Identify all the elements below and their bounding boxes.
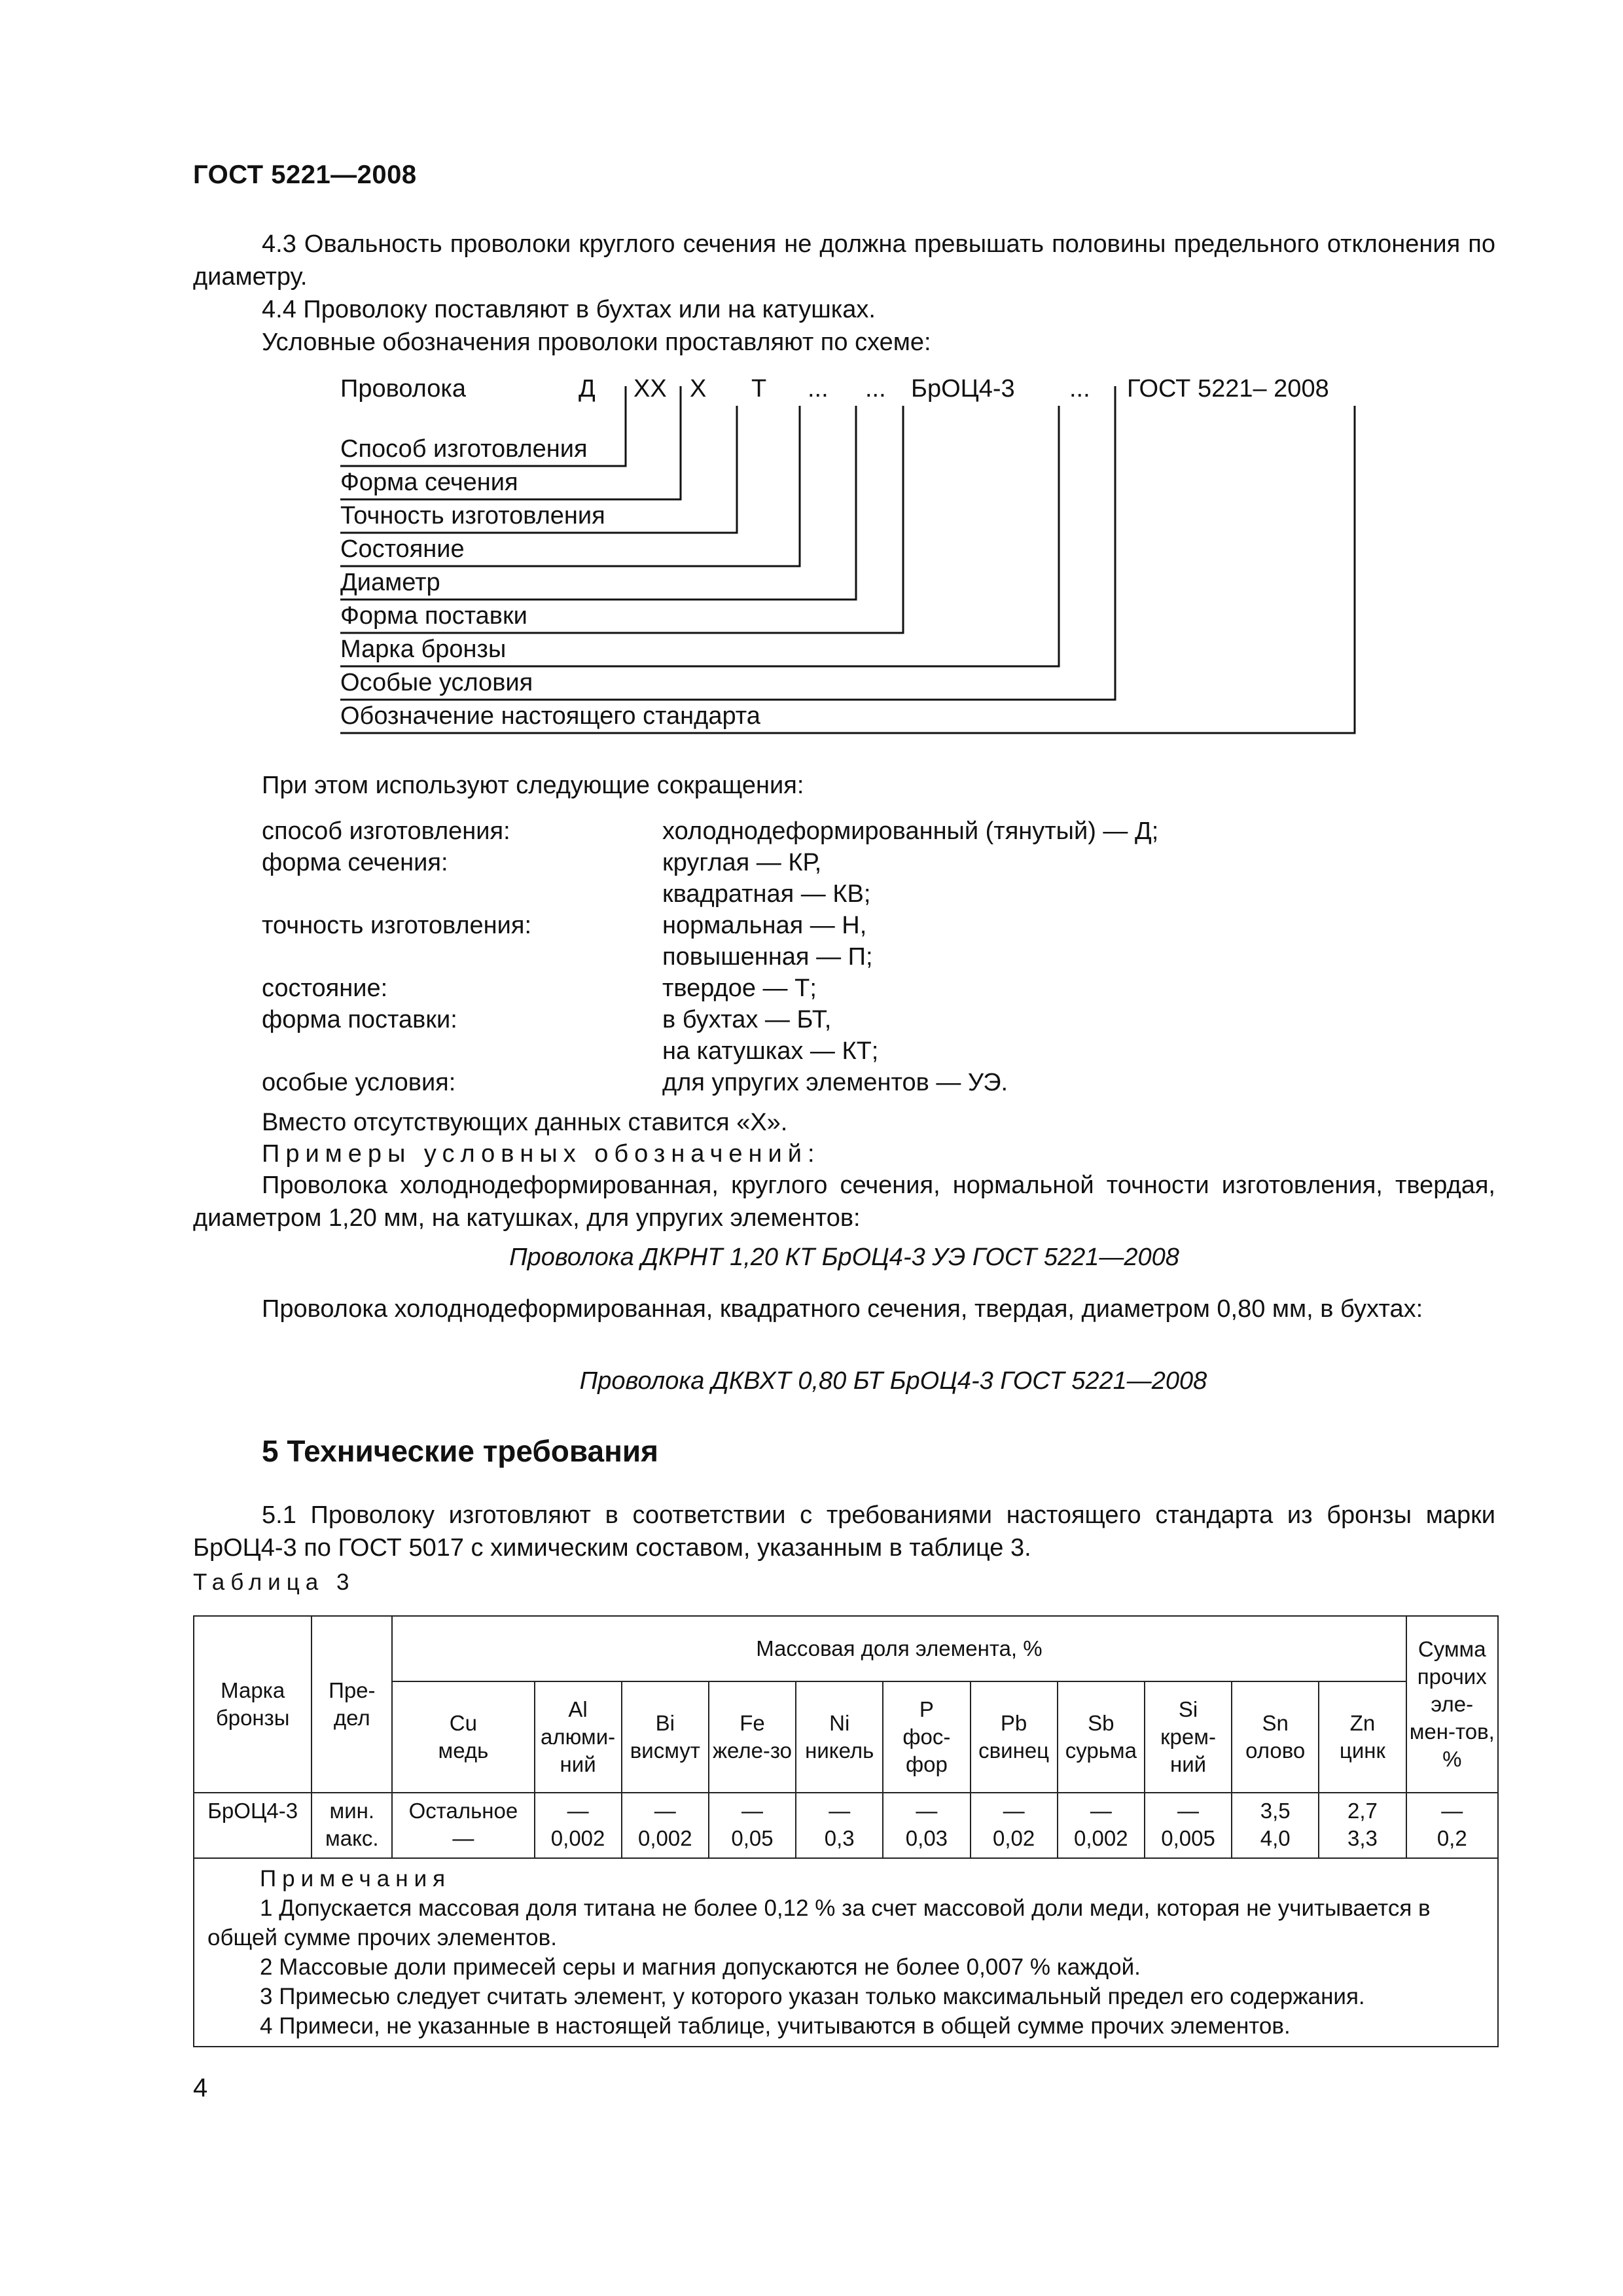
note-4: 4 Примеси, не указанные в настоящей таблице, учитываются в общей сумме прочих элементов. xyxy=(260,2013,1291,2039)
cell-p: — 0,03 xyxy=(883,1793,970,1858)
abbr-value: на катушках — КТ; xyxy=(662,1037,879,1065)
header-element-si: Si крем-ний xyxy=(1145,1681,1232,1793)
abbr-value: твердое — Т; xyxy=(662,975,817,1002)
cell-sn: 3,5 4,0 xyxy=(1232,1793,1319,1858)
cell-ni: — 0,3 xyxy=(796,1793,883,1858)
scheme-label-standard: Обозначение настоящего стандарта xyxy=(340,702,760,730)
abbr-term: особые условия: xyxy=(262,1069,456,1096)
header-element-cu: Cu медь xyxy=(392,1681,534,1793)
scheme-top-state: Т xyxy=(751,375,767,403)
scheme-label-section: Форма сечения xyxy=(340,469,518,496)
note-3: 3 Примесью следует считать элемент, у которого указан только максимальный предел его содержания. xyxy=(260,1984,1365,2009)
scheme-label-supply: Форма поставки xyxy=(340,602,527,630)
missing-data-note: Вместо отсутствующих данных ставится «Х». xyxy=(262,1109,788,1136)
cell-bi: — 0,002 xyxy=(622,1793,709,1858)
paragraph-4-3: 4.3 Овальность проволоки круглого сечения не должна превышать половины предельного отклонения по диаметру. xyxy=(193,230,1495,291)
header-element-zn: Zn цинк xyxy=(1319,1681,1406,1793)
abbr-value: квадратная — КВ; xyxy=(662,880,871,908)
example-2-code: Проволока ДКВХТ 0,80 БТ БрОЦ4-3 ГОСТ 5221—2008 xyxy=(579,1367,1207,1395)
header-element-sb: Sb сурьма xyxy=(1058,1681,1145,1793)
cell-grade: БрОЦ4-3 xyxy=(194,1793,312,1858)
cell-pb: — 0,02 xyxy=(971,1793,1058,1858)
abbr-value: нормальная — Н, xyxy=(662,912,867,939)
abbr-intro: При этом используют следующие сокращения: xyxy=(262,772,804,799)
cell-zn: 2,7 3,3 xyxy=(1319,1793,1406,1858)
scheme-top-wire: Проволока xyxy=(340,375,466,403)
cell-si: — 0,005 xyxy=(1145,1793,1232,1858)
scheme-top-accuracy: Х xyxy=(690,375,707,403)
scheme-top-method: Д xyxy=(579,375,596,403)
cell-cu: Остальное — xyxy=(392,1793,534,1858)
table-caption: Таблица 3 xyxy=(193,1570,355,1595)
abbr-term: точность изготовления: xyxy=(262,912,532,939)
abbr-term: форма сечения: xyxy=(262,849,448,876)
abbr-value: в бухтах — БТ, xyxy=(662,1006,832,1033)
scheme-top-grade: БрОЦ4-3 xyxy=(911,375,1015,403)
header-element-fe: Fe желе-зо xyxy=(709,1681,796,1793)
notes-title: Примечания xyxy=(260,1866,452,1892)
header-element-p: P фос-фор xyxy=(883,1681,970,1793)
abbr-term: форма поставки: xyxy=(262,1006,457,1033)
scheme-top-diameter: ... xyxy=(808,375,829,403)
note-1: 1 Допускается массовая доля титана не более 0,12 % за счет массовой доли меди, которая не учитывается в общей сумме прочих элементов. xyxy=(207,1895,1431,1950)
cell-sb: — 0,002 xyxy=(1058,1793,1145,1858)
header-limit: Пре-дел xyxy=(312,1616,392,1793)
note-2: 2 Массовые доли примесей серы и магния допускаются не более 0,007 % каждой. xyxy=(260,1954,1141,1980)
table-row xyxy=(194,1793,1498,1858)
header-element-bi: Bi висмут xyxy=(622,1681,709,1793)
page-number: 4 xyxy=(193,2073,208,2102)
document-header-title: ГОСТ 5221—2008 xyxy=(193,160,417,189)
cell-al: — 0,002 xyxy=(535,1793,622,1858)
chemical-composition-table xyxy=(193,1615,1499,2047)
abbr-value: холоднодеформированный (тянутый) — Д; xyxy=(662,817,1159,845)
header-mass-fraction: Массовая доля элемента, % xyxy=(392,1616,1406,1681)
cell-limit: мин. макс. xyxy=(312,1793,392,1858)
header-element-sn: Sn олово xyxy=(1232,1681,1319,1793)
paragraph-5-1: 5.1 Проволоку изготовляют в соответствии с требованиями настоящего стандарта из бронзы марки БрОЦ4-3 по ГОСТ 5017 с химическим составом, указанным в таблице 3. xyxy=(193,1501,1495,1562)
section-5-title: 5 Технические требования xyxy=(262,1434,658,1468)
abbr-value: повышенная — П; xyxy=(662,943,873,971)
scheme-top-supply: ... xyxy=(865,375,886,403)
abbr-value: для упругих элементов — УЭ. xyxy=(662,1069,1008,1096)
scheme-top-section: ХХ xyxy=(633,375,667,403)
scheme-label-diameter: Диаметр xyxy=(340,569,440,596)
scheme-label-special: Особые условия xyxy=(340,669,533,696)
scheme-label-method: Способ изготовления xyxy=(340,435,588,463)
example-2-text: Проволока холоднодеформированная, квадратного сечения, твердая, диаметром 0,80 мм, в бухтах: xyxy=(262,1295,1423,1323)
example-1-code: Проволока ДКРНТ 1,20 КТ БрОЦ4-3 УЭ ГОСТ 5221—2008 xyxy=(509,1244,1179,1271)
scheme-top-standard: ГОСТ 5221– 2008 xyxy=(1127,375,1329,403)
header-grade: Марка бронзы xyxy=(194,1616,312,1793)
header-element-pb: Pb свинец xyxy=(971,1681,1058,1793)
examples-title: Примеры условных обозначений: xyxy=(262,1140,821,1168)
abbr-term: состояние: xyxy=(262,975,388,1002)
scheme-intro: Условные обозначения проволоки проставляют по схеме: xyxy=(262,329,931,356)
header-element-al: Al алюми-ний xyxy=(535,1681,622,1793)
abbr-value: круглая — КР, xyxy=(662,849,822,876)
header-sum-other: Сумма прочих эле-мен-тов, % xyxy=(1406,1616,1498,1793)
abbr-term: способ изготовления: xyxy=(262,817,510,845)
example-1-text: Проволока холоднодеформированная, круглого сечения, нормальной точности изготовления, твердая, диаметром 1,20 мм, на катушках, для упругих элементов: xyxy=(193,1172,1495,1232)
cell-sum-other: — 0,2 xyxy=(1406,1793,1498,1858)
scheme-label-accuracy: Точность изготовления xyxy=(340,502,605,529)
paragraph-4-4: 4.4 Проволоку поставляют в бухтах или на катушках. xyxy=(262,296,876,323)
scheme-label-grade: Марка бронзы xyxy=(340,636,507,663)
header-element-ni: Ni никель xyxy=(796,1681,883,1793)
table-notes xyxy=(194,1858,1498,2047)
scheme-label-state: Состояние xyxy=(340,535,465,563)
scheme-top-special: ... xyxy=(1069,375,1090,403)
cell-fe: — 0,05 xyxy=(709,1793,796,1858)
